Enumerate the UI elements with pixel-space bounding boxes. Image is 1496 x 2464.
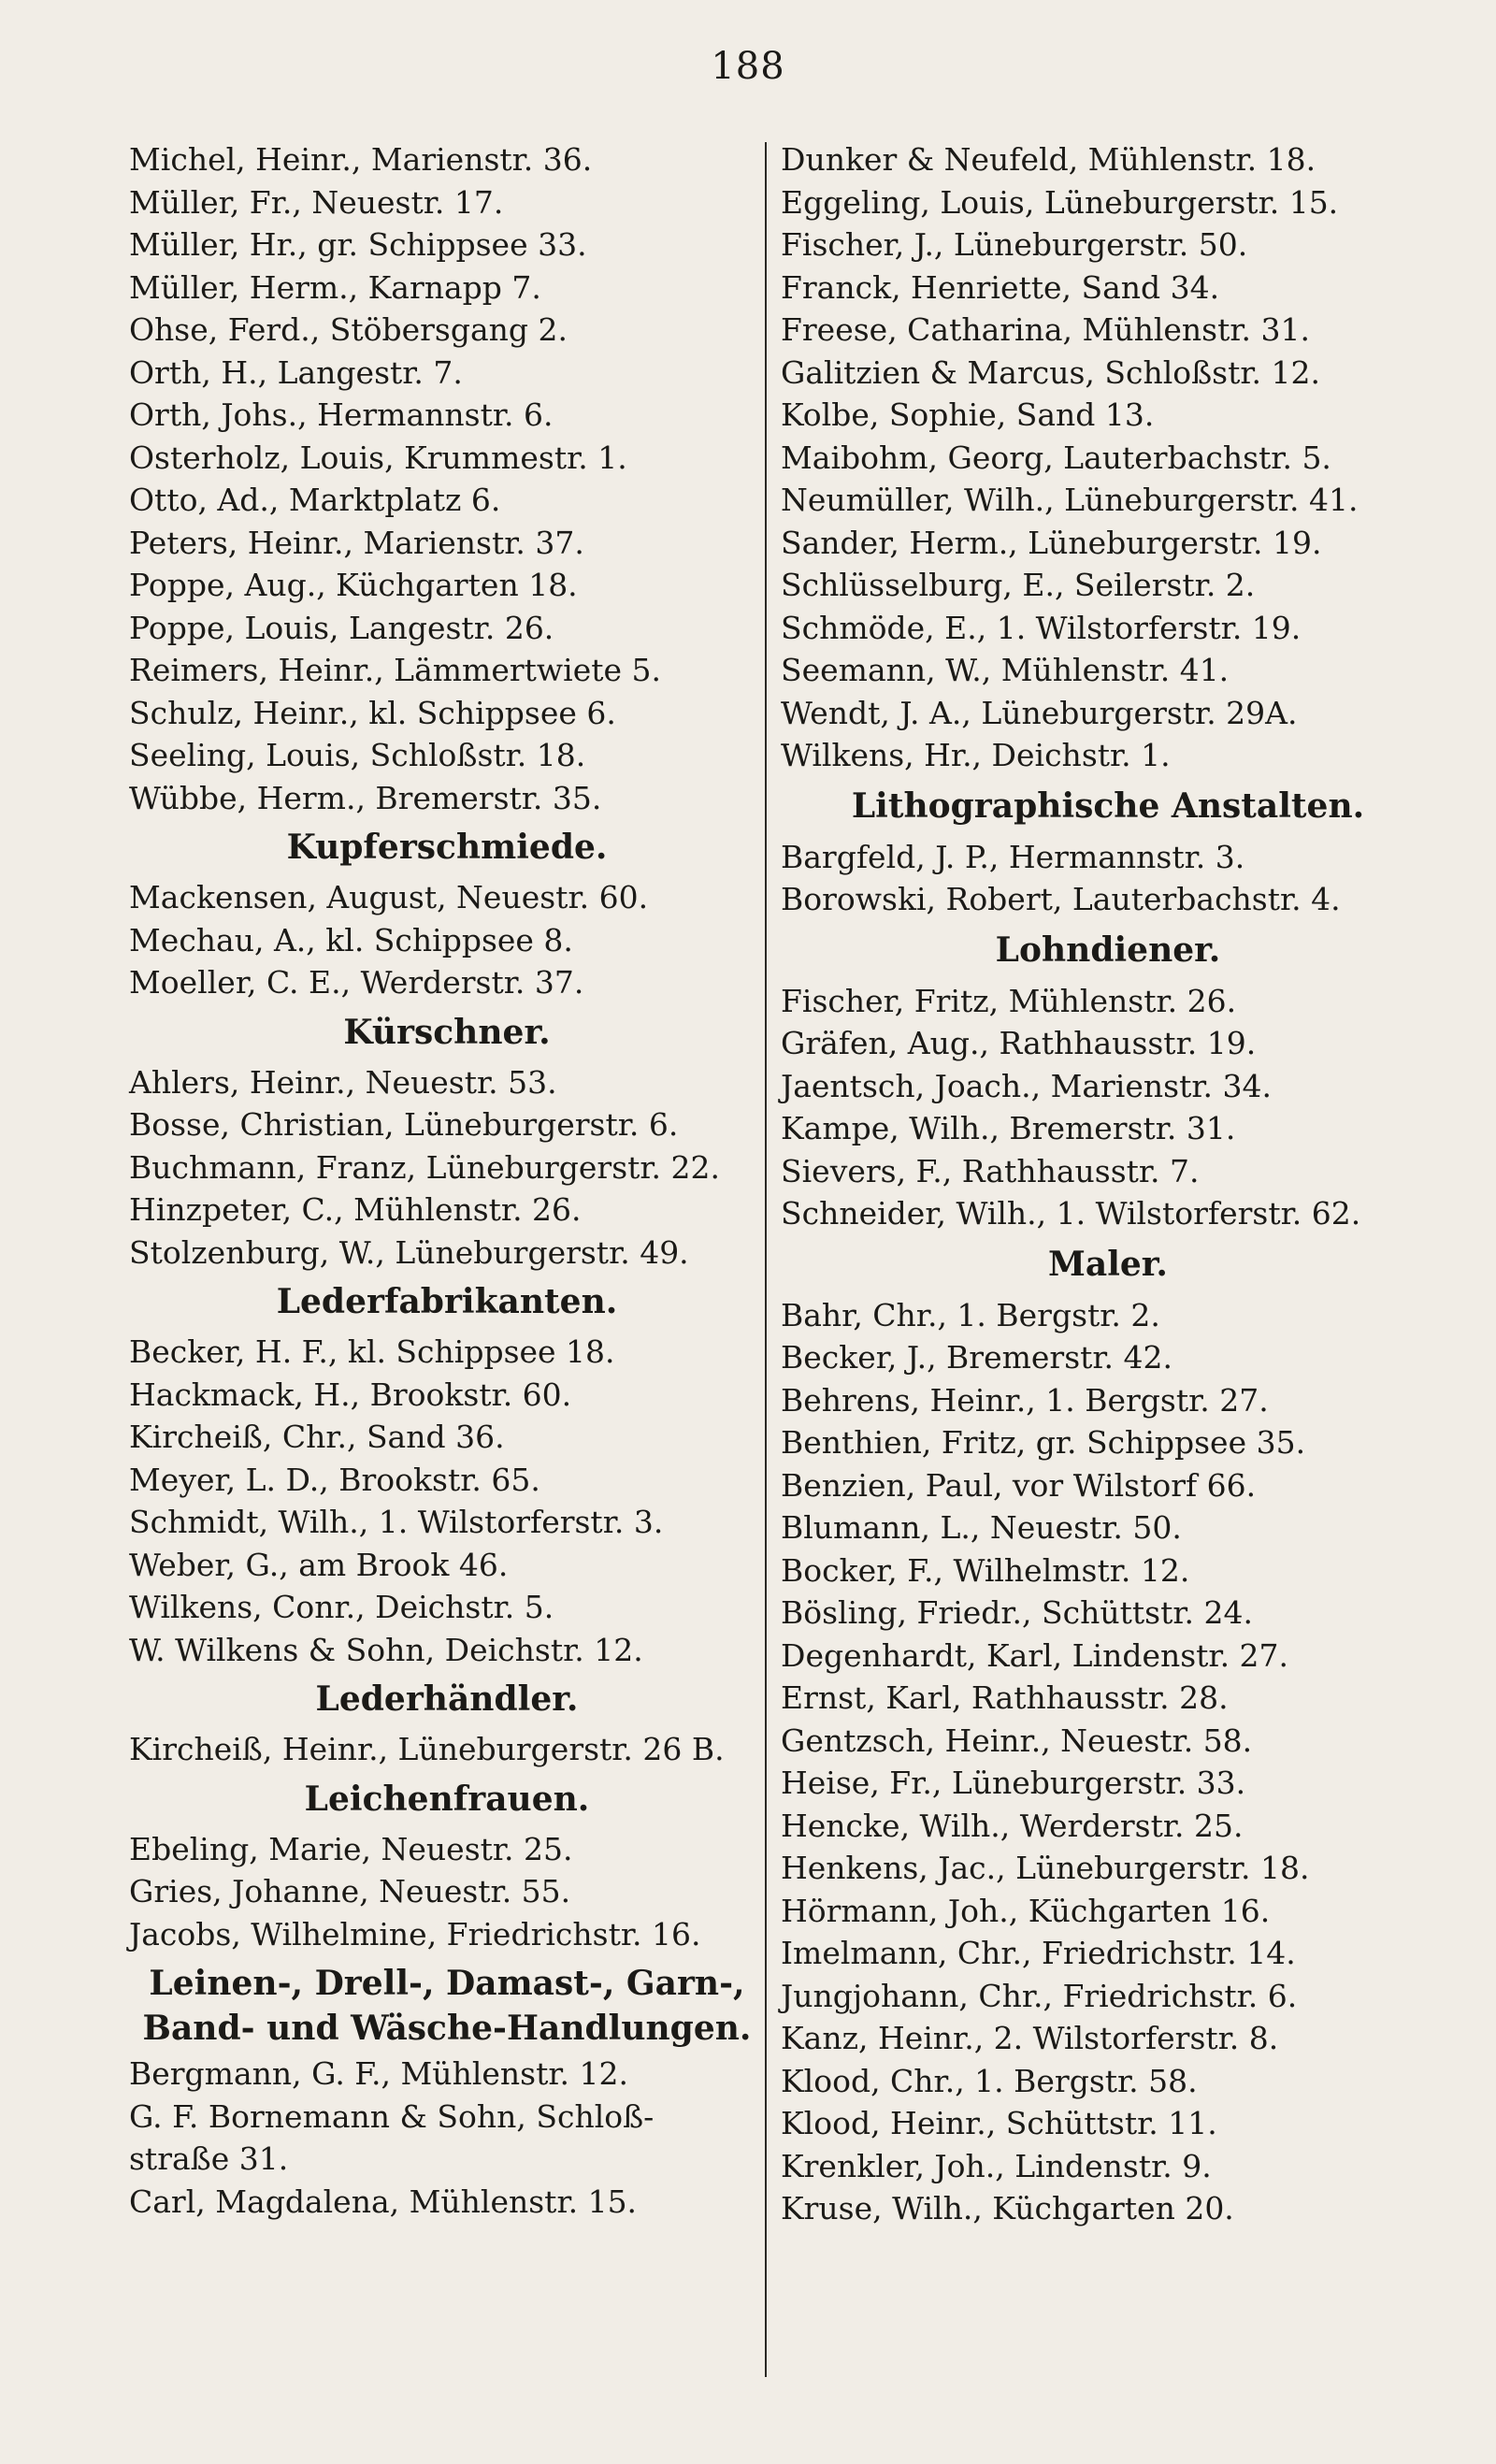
section-heading-kuerschner: Kürschner. bbox=[343, 1012, 551, 1052]
list-item: W. Wilkens & Sohn, Deichstr. 12. bbox=[129, 1631, 643, 1668]
list-item: Benthien, Fritz, gr. Schippsee 35. bbox=[781, 1424, 1306, 1461]
list-item: Gräfen, Aug., Rathhausstr. 19. bbox=[781, 1025, 1257, 1061]
section-heading-line: Band- und Wäsche-Handlungen. bbox=[142, 2009, 752, 2048]
section-heading-maler: Maler. bbox=[1048, 1244, 1168, 1284]
list-item: Krenkler, Joh., Lindenstr. 9. bbox=[781, 2147, 1212, 2184]
page-number: 188 bbox=[711, 45, 785, 88]
section-heading-leinen bbox=[129, 1955, 765, 2053]
list-item: Freese, Catharina, Mühlenstr. 31. bbox=[781, 311, 1310, 348]
list-item: Sievers, F., Rathhausstr. 7. bbox=[781, 1152, 1200, 1189]
list-item: Schmidt, Wilh., 1. Wilstorferstr. 3. bbox=[129, 1504, 664, 1540]
list-item: Schlüsselburg, E., Seilerstr. 2. bbox=[781, 567, 1256, 603]
list-item: Kruse, Wilh., Küchgarten 20. bbox=[781, 2190, 1234, 2226]
list-item: Blumann, L., Neuestr. 50. bbox=[781, 1509, 1182, 1546]
list-item: Wübbe, Herm., Bremerstr. 35. bbox=[129, 779, 602, 816]
list-item: Bosse, Christian, Lüneburgerstr. 6. bbox=[129, 1106, 679, 1143]
list-item: Kircheiß, Chr., Sand 36. bbox=[129, 1419, 505, 1455]
list-item: Carl, Magdalena, Mühlenstr. 15. bbox=[129, 2183, 638, 2220]
list-item: Wilkens, Conr., Deichstr. 5. bbox=[129, 1589, 554, 1625]
list-item: Otto, Ad., Marktplatz 6. bbox=[129, 482, 501, 518]
list-item: Imelmann, Chr., Friedrichstr. 14. bbox=[781, 1935, 1296, 1971]
list-item: Müller, Hr., gr. Schippsee 33. bbox=[129, 226, 587, 263]
list-item: Degenhardt, Karl, Lindenstr. 27. bbox=[781, 1636, 1289, 1674]
list-item: Hencke, Wilh., Werderstr. 25. bbox=[781, 1807, 1244, 1844]
section-heading-kupferschmiede: Kupferschmiede. bbox=[286, 828, 608, 867]
list-item: Orth, Johs., Hermannstr. 6. bbox=[129, 396, 554, 433]
list-item: Ohse, Ferd., Stöbersgang 2. bbox=[129, 311, 568, 348]
section-heading-lohndiener: Lohndiener. bbox=[995, 929, 1221, 970]
list-item: Moeller, C. E., Werderstr. 37. bbox=[129, 964, 584, 1001]
right-column bbox=[781, 138, 1435, 2230]
list-item: Klood, Chr., 1. Bergstr. 58. bbox=[781, 2062, 1198, 2099]
section-heading-lithographische-anstalten: Lithographische Anstalten. bbox=[851, 785, 1365, 826]
list-item: Behrens, Heinr., 1. Bergstr. 27. bbox=[781, 1381, 1269, 1419]
list-item: Weber, G., am Brook 46. bbox=[129, 1546, 509, 1583]
list-item: Fischer, Fritz, Mühlenstr. 26. bbox=[781, 982, 1237, 1019]
list-item: Bahr, Chr., 1. Bergstr. 2. bbox=[781, 1296, 1160, 1333]
section-heading-lederfabrikanten: Lederfabrikanten. bbox=[276, 1282, 618, 1321]
list-item: Henkens, Jac., Lüneburgerstr. 18. bbox=[781, 1850, 1310, 1886]
list-item: Schneider, Wilh., 1. Wilstorferstr. 62. bbox=[781, 1195, 1361, 1232]
list-item: Bocker, F., Wilhelmstr. 12. bbox=[781, 1551, 1190, 1589]
list-item: Jaentsch, Joach., Marienstr. 34. bbox=[781, 1067, 1272, 1104]
list-item: Hinzpeter, C., Mühlenstr. 26. bbox=[129, 1191, 582, 1228]
list-item: Seeling, Louis, Schloßstr. 18. bbox=[129, 737, 586, 773]
list-item: Eggeling, Louis, Lüneburgerstr. 15. bbox=[781, 183, 1339, 221]
list-item: Wilkens, Hr., Deichstr. 1. bbox=[781, 737, 1171, 773]
list-item: Orth, H., Langestr. 7. bbox=[129, 353, 463, 391]
list-item: Hackmack, H., Brookstr. 60. bbox=[129, 1376, 572, 1413]
list-item: Poppe, Aug., Küchgarten 18. bbox=[129, 567, 578, 603]
list-item: Michel, Heinr., Marienstr. 36. bbox=[129, 141, 593, 178]
list-item: Fischer, J., Lüneburgerstr. 50. bbox=[781, 226, 1248, 263]
list-item: Buchmann, Franz, Lüneburgerstr. 22. bbox=[129, 1148, 720, 1186]
list-item: Poppe, Louis, Langestr. 26. bbox=[129, 609, 554, 646]
section-heading-lederhaendler: Lederhändler. bbox=[315, 1679, 579, 1719]
list-item: Peters, Heinr., Marienstr. 37. bbox=[129, 524, 584, 561]
list-item: Bösling, Friedr., Schüttstr. 24. bbox=[781, 1594, 1253, 1631]
list-item: Hörmann, Joh., Küchgarten 16. bbox=[781, 1892, 1271, 1929]
list-item: Müller, Fr., Neuestr. 17. bbox=[129, 183, 504, 221]
list-item: Gentzsch, Heinr., Neuestr. 58. bbox=[781, 1722, 1253, 1759]
list-item: Benzien, Paul, vor Wilstorf 66. bbox=[781, 1466, 1257, 1504]
list-item: Kolbe, Sophie, Sand 13. bbox=[781, 396, 1155, 433]
list-item: Kampe, Wilh., Bremerstr. 31. bbox=[781, 1110, 1236, 1146]
list-item: Mackensen, August, Neuestr. 60. bbox=[129, 879, 649, 915]
list-item: Schmöde, E., 1. Wilstorferstr. 19. bbox=[781, 609, 1302, 646]
list-item: Galitzien & Marcus, Schloßstr. 12. bbox=[781, 353, 1320, 391]
list-item: Ahlers, Heinr., Neuestr. 53. bbox=[129, 1063, 557, 1101]
list-item: Jungjohann, Chr., Friedrichstr. 6. bbox=[781, 1977, 1298, 2014]
list-item: Seemann, W., Mühlenstr. 41. bbox=[781, 652, 1230, 688]
list-item: Jacobs, Wilhelmine, Friedrichstr. 16. bbox=[129, 1915, 701, 1952]
list-item: Franck, Henriette, Sand 34. bbox=[781, 268, 1220, 306]
section-heading-line: Leinen-, Drell-, Damast-, Garn-, bbox=[149, 1964, 745, 2003]
list-item: Stolzenburg, W., Lüneburgerstr. 49. bbox=[129, 1233, 689, 1271]
list-item: Neumüller, Wilh., Lüneburgerstr. 41. bbox=[781, 482, 1359, 518]
list-item: Kanz, Heinr., 2. Wilstorferstr. 8. bbox=[781, 2020, 1279, 2056]
list-item: Bargfeld, J. P., Hermannstr. 3. bbox=[781, 838, 1245, 875]
column-divider bbox=[765, 142, 767, 2377]
list-item: Borowski, Robert, Lauterbachstr. 4. bbox=[781, 881, 1341, 917]
list-item-continuation: straße 31. bbox=[129, 2140, 289, 2177]
list-item: Becker, H. F., kl. Schippsee 18. bbox=[129, 1333, 615, 1370]
list-item: Schulz, Heinr., kl. Schippsee 6. bbox=[129, 694, 616, 731]
left-column bbox=[129, 138, 765, 2223]
list-item: Kircheiß, Heinr., Lüneburgerstr. 26 B. bbox=[129, 1731, 725, 1767]
list-item: Klood, Heinr., Schüttstr. 11. bbox=[781, 2105, 1217, 2141]
list-item: Meyer, L. D., Brookstr. 65. bbox=[129, 1461, 540, 1498]
list-item: Mechau, A., kl. Schippsee 8. bbox=[129, 921, 573, 958]
list-item: Sander, Herm., Lüneburgerstr. 19. bbox=[781, 524, 1322, 561]
list-item: Ernst, Karl, Rathhausstr. 28. bbox=[781, 1679, 1229, 1716]
list-item: Bergmann, G. F., Mühlenstr. 12. bbox=[129, 2055, 628, 2092]
list-item: Osterholz, Louis, Krummestr. 1. bbox=[129, 439, 627, 476]
list-item: G. F. Bornemann & Sohn, Schloß- bbox=[129, 2097, 654, 2135]
list-item: Becker, J., Bremerstr. 42. bbox=[781, 1339, 1173, 1376]
list-item: Ebeling, Marie, Neuestr. 25. bbox=[129, 1830, 573, 1867]
list-item: Reimers, Heinr., Lämmertwiete 5. bbox=[129, 652, 662, 688]
list-item: Dunker & Neufeld, Mühlenstr. 18. bbox=[781, 141, 1316, 178]
list-item: Heise, Fr., Lüneburgerstr. 33. bbox=[781, 1765, 1246, 1801]
section-heading-leichenfrauen: Leichenfrauen. bbox=[304, 1779, 590, 1819]
list-item: Wendt, J. A., Lüneburgerstr. 29A. bbox=[781, 694, 1298, 731]
list-item: Maibohm, Georg, Lauterbachstr. 5. bbox=[781, 439, 1331, 476]
list-item: Müller, Herm., Karnapp 7. bbox=[129, 268, 541, 306]
list-item: Gries, Johanne, Neuestr. 55. bbox=[129, 1873, 571, 1909]
